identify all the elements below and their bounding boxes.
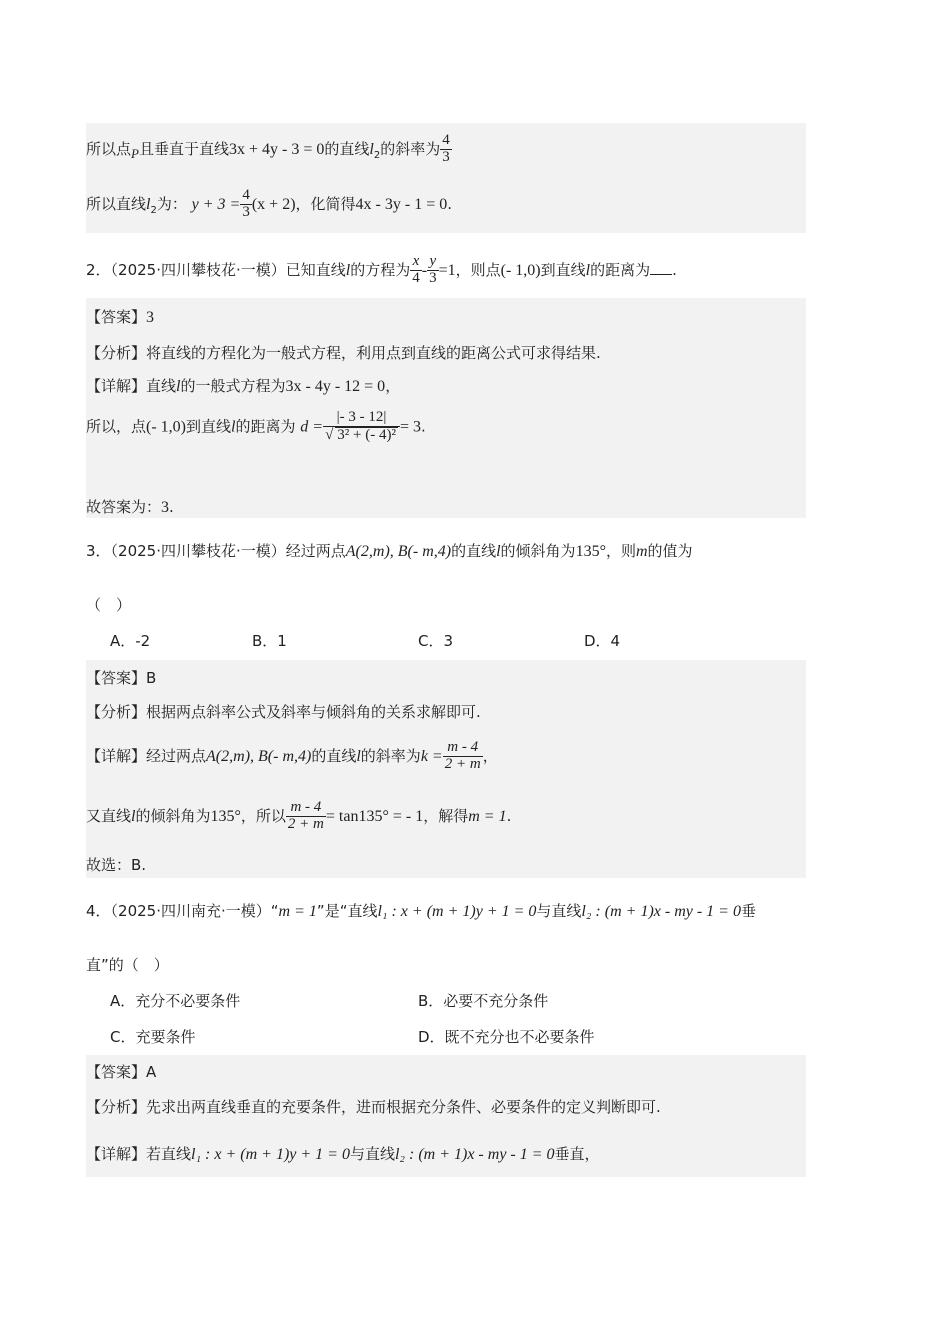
answer-value: 3: [146, 309, 155, 326]
numerator: 4: [242, 187, 250, 203]
equation: 4x - 3y - 1 = 0: [355, 195, 448, 213]
option-d[interactable]: D．4: [584, 632, 621, 650]
analysis-label: 【分析】: [86, 1098, 147, 1116]
analysis-line: [86, 701, 481, 722]
text: 的倾斜角为: [500, 542, 576, 560]
option-b[interactable]: B．1: [252, 632, 287, 650]
text: 又直线: [86, 806, 132, 825]
line-symbol: l: [231, 418, 236, 436]
points: A(2,m), B(- m,4): [206, 747, 312, 765]
analysis-text: 根据两点斜率公式及斜率与倾斜角的关系求解即可.: [146, 703, 481, 721]
block1-line1: [86, 133, 452, 166]
text: .: [672, 260, 677, 279]
text: “: [270, 902, 279, 920]
text: 若直线: [146, 1145, 192, 1163]
points: A(2,m), B(- m,4): [345, 543, 452, 560]
question-number: 3．: [86, 542, 111, 560]
numerator: m - 4: [443, 740, 483, 757]
denominator: 3: [442, 148, 450, 165]
line-l1: l₁ : x + (m + 1)y + 1 = 0: [191, 1146, 350, 1163]
equation: = tan135° = - 1: [325, 807, 424, 825]
distance-symbol: d =: [300, 418, 324, 436]
text: 的值为: [647, 542, 693, 560]
text: 所以，点: [86, 417, 147, 436]
point: (- 1,0): [500, 261, 541, 279]
condition: m = 1: [278, 903, 317, 920]
text: 的斜率为: [360, 746, 421, 765]
line-symbol: l: [585, 261, 591, 279]
text: 的距离为: [590, 260, 651, 279]
option-a[interactable]: A．充分不必要条件: [110, 992, 241, 1010]
option-b[interactable]: B．必要不充分条件: [418, 992, 549, 1010]
final-answer-line: 故选：B.: [86, 856, 147, 874]
question-4-cont: 直”的（ ）: [86, 956, 169, 974]
fraction: [410, 254, 422, 287]
detail-label: 【详解】: [86, 1145, 147, 1163]
operator: -: [421, 261, 428, 279]
detail-label: 【详解】: [86, 746, 147, 765]
question-2: [86, 254, 677, 287]
text: 到直线: [540, 260, 586, 279]
option-c[interactable]: C．3: [418, 632, 454, 650]
question-number: 4．: [86, 902, 111, 920]
numerator: m - 4: [286, 800, 326, 817]
text: 故答案为：: [86, 498, 162, 516]
text: 经过两点: [285, 542, 346, 560]
option-a[interactable]: A．-2: [110, 632, 151, 650]
slope-fraction: [286, 800, 326, 833]
question-source: （2025·四川攀枝花·一模）: [110, 260, 286, 279]
text: ，则点: [455, 260, 501, 279]
equation: (x + 2): [251, 195, 296, 213]
angle: 135°: [210, 807, 241, 825]
detail-line: [86, 1143, 600, 1164]
answer-label: 【答案】: [86, 1063, 147, 1081]
text: 的方程为: [350, 260, 411, 279]
text: 的距离为: [235, 417, 296, 436]
text: ，: [482, 746, 498, 765]
question-3-paren: （ ）: [86, 596, 132, 614]
text: 且垂直于直线: [138, 139, 229, 158]
text: 的直线: [451, 542, 497, 560]
distance-line: [86, 410, 426, 444]
text: 直线: [146, 377, 177, 395]
answer-value: A: [146, 1063, 157, 1081]
text: 垂直，: [554, 1145, 600, 1163]
equation: = 3: [400, 418, 422, 436]
answer-block-4: [86, 1055, 806, 1177]
line-l1: l₁ : x + (m + 1)y + 1 = 0: [377, 903, 537, 920]
slope-symbol: k =: [420, 747, 443, 765]
line-l2: l₂ : (m + 1)x - my - 1 = 0: [581, 903, 741, 920]
text: 所以点: [86, 139, 132, 158]
line-symbol: l: [369, 140, 374, 158]
text: ，所以: [240, 806, 286, 825]
text: ，解得: [423, 806, 469, 825]
text: 已知直线: [285, 260, 346, 279]
text: 的倾斜角为: [135, 806, 211, 825]
numerator: 4: [442, 132, 450, 148]
slope-fraction: [443, 740, 483, 773]
question-3: [86, 540, 693, 561]
text: 所以直线: [86, 194, 147, 213]
fraction: [440, 133, 452, 166]
denominator: 2 + m: [444, 755, 481, 772]
equation: y + 3 =: [191, 195, 241, 213]
text: 的斜率为: [380, 139, 441, 158]
answer-line: [86, 1061, 156, 1082]
answer-label: 【答案】: [86, 669, 147, 687]
option-c[interactable]: C．充要条件: [110, 1028, 196, 1046]
text: .: [506, 806, 512, 825]
detail-label: 【详解】: [86, 377, 147, 395]
equation: =1: [438, 261, 456, 279]
text: 的一般式方程为: [180, 377, 286, 395]
answer-label: 【答案】: [86, 308, 147, 326]
text: 的直线: [324, 139, 370, 158]
option-d[interactable]: D．既不充分也不必要条件: [418, 1028, 595, 1046]
text: ，则: [605, 542, 636, 560]
analysis-line: [86, 1096, 661, 1117]
text: 与直线: [349, 1145, 395, 1163]
variable: m: [635, 543, 648, 560]
question-4: [86, 900, 756, 921]
final-value: 3: [161, 499, 170, 516]
answer-blank: [650, 260, 672, 275]
text: 垂: [740, 902, 756, 920]
fraction: [240, 188, 252, 221]
detail-line: [86, 740, 498, 773]
fraction: [427, 254, 439, 287]
text: 经过两点: [146, 746, 207, 765]
sqrt-sign: √: [325, 426, 334, 443]
question-source: （2025·四川攀枝花·一模）: [110, 542, 286, 560]
numerator: x: [410, 254, 422, 271]
answer-line: [86, 667, 156, 688]
analysis-label: 【分析】: [86, 344, 147, 362]
numerator: y: [427, 254, 439, 271]
denominator: 3: [429, 269, 437, 286]
numerator: |- 3 - 12|: [323, 410, 400, 427]
point-p: P: [131, 145, 139, 161]
angle-line: [86, 800, 511, 833]
analysis-line: [86, 342, 601, 363]
solution-block-1: [86, 123, 806, 233]
question-number: 2．: [86, 260, 111, 279]
denominator: 4: [412, 269, 420, 286]
answer-block-2: [86, 298, 806, 518]
text: 为：: [156, 194, 187, 213]
subscript: 2: [150, 204, 157, 216]
line-symbol: l: [131, 807, 136, 825]
result: m = 1: [468, 807, 507, 825]
text: .: [169, 498, 174, 516]
line-symbol: l: [356, 747, 361, 765]
line-symbol: l: [345, 261, 351, 279]
text: .: [447, 194, 453, 213]
text: 到直线: [186, 417, 232, 436]
line-symbol: l: [496, 543, 501, 560]
denominator: 2 + m: [287, 815, 324, 832]
denominator: 3: [242, 203, 250, 220]
text: .: [421, 417, 426, 436]
final-answer-line: [86, 496, 174, 517]
equation: 3x - 4y - 12 = 0: [285, 378, 386, 395]
question-source: （2025·四川南充·一模）: [110, 902, 271, 920]
angle: 135°: [575, 543, 606, 560]
distance-fraction: [323, 410, 400, 444]
text: ”: [316, 902, 325, 920]
text: ，化简得: [295, 194, 356, 213]
text: 是“直线: [324, 902, 378, 920]
answer-block-3: [86, 660, 806, 878]
answer-line: [86, 306, 154, 327]
point: (- 1,0): [146, 418, 186, 436]
answer-value: B: [146, 669, 157, 687]
line-symbol: l: [146, 195, 151, 213]
equation: 3x + 4y - 3 = 0: [228, 140, 325, 158]
block1-line2: [86, 188, 452, 221]
subscript: 2: [373, 149, 381, 161]
text: ，: [385, 377, 401, 395]
detail-line: [86, 375, 400, 396]
line-symbol: l: [176, 378, 181, 395]
line-l2: l₂ : (m + 1)x - my - 1 = 0: [394, 1146, 555, 1163]
denominator: 3² + (- 4)²: [337, 426, 396, 443]
analysis-text: 先求出两直线垂直的充要条件，进而根据充分条件、必要条件的定义判断即可.: [146, 1098, 661, 1116]
analysis-text: 将直线的方程化为一般式方程，利用点到直线的距离公式可求得结果.: [146, 344, 601, 362]
text: 的直线: [311, 746, 357, 765]
text: 与直线: [536, 902, 582, 920]
analysis-label: 【分析】: [86, 703, 147, 721]
